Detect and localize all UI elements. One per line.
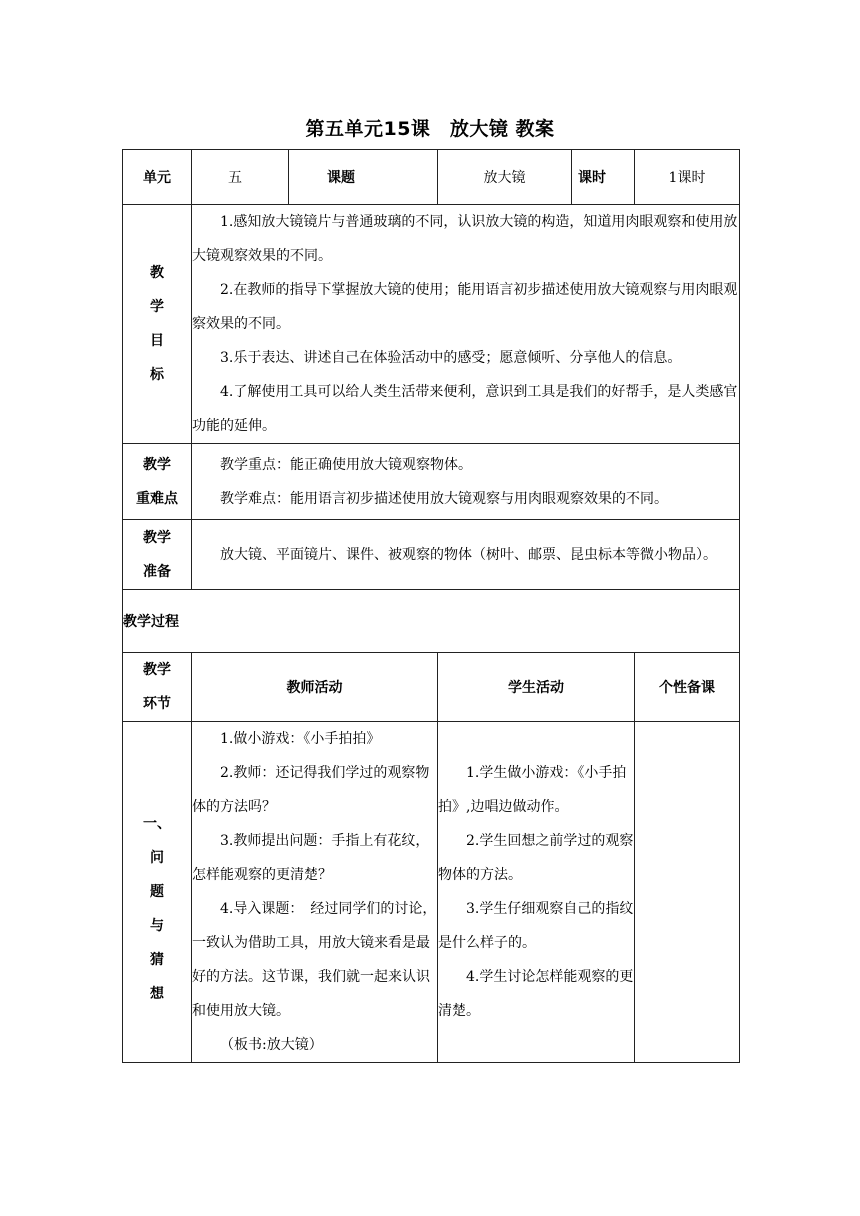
student-item: 3.学生仔细观察自己的指纹是什么样子的。: [438, 901, 634, 951]
unit-label: 单元: [123, 150, 192, 205]
goal-item: 3.乐于表达、讲述自己在体验活动中的感受；愿意倾听、分享他人的信息。: [220, 350, 682, 366]
process-title: 教学过程: [123, 590, 740, 653]
stage1-teacher-activity: [192, 722, 438, 1063]
preparation-label: 教学 准备: [123, 520, 192, 590]
hours-value: 1课时: [635, 150, 740, 205]
topic-label: 课题: [289, 150, 438, 205]
student-item: 2.学生回想之前学过的观察物体的方法。: [438, 833, 634, 883]
hours-label: 课时: [572, 150, 635, 205]
goal-item: 2.在教师的指导下掌握放大镜的使用；能用语言初步描述使用放大镜观察与用肉眼观察效果的不同。: [192, 282, 738, 332]
page-title: 第五单元15课 放大镜 教案: [305, 118, 555, 140]
process-title-row: [123, 590, 740, 653]
teacher-item: 4.导入课题： 经过同学们的讨论，一致认为借助工具，用放大镜来看是最好的方法。这节课，我们就一起来认识和使用放大镜。: [192, 901, 437, 1019]
goals-label: 教 学 目 标: [123, 205, 192, 444]
student-item: 1.学生做小游戏：《小手拍拍》,边唱边做动作。: [438, 765, 627, 815]
stage1-student-activity: [438, 722, 635, 1063]
preparation-content: 放大镜、平面镜片、课件、被观察的物体（树叶、邮票、昆虫标本等微小物品）。: [192, 520, 740, 590]
key-point-item: 教学难点：能用语言初步描述使用放大镜观察与用肉眼观察效果的不同。: [220, 490, 668, 507]
student-activity-header: 学生活动: [438, 653, 635, 722]
teacher-item: 1.做小游戏：《小手拍拍》: [220, 731, 381, 747]
student-item: 4.学生讨论怎样能观察的更清楚。: [438, 969, 634, 1019]
key-point-item: 教学重点：能正确使用放大镜观察物体。: [220, 456, 472, 473]
key-points-label: 教学 重难点: [123, 444, 192, 520]
process-header-row: [123, 653, 740, 722]
teacher-activity-header: 教师活动: [192, 653, 438, 722]
stage-header: 教学 环节: [123, 653, 192, 722]
stage1-label: 一、 问 题 与 猜 想: [123, 722, 192, 1063]
goals-row: [123, 205, 740, 444]
key-points-content: [192, 444, 740, 520]
goal-item: 1.感知放大镜镜片与普通玻璃的不同，认识放大镜的构造，知道用肉眼观察和使用放大镜观察效果的不同。: [192, 214, 738, 264]
stage1-notes: [635, 722, 740, 1063]
teacher-item: （板书:放大镜）: [220, 1037, 323, 1053]
unit-value: 五: [192, 150, 289, 205]
teacher-item: 2.教师：还记得我们学过的观察物体的方法吗？: [192, 765, 430, 815]
topic-value: 放大镜: [438, 150, 572, 205]
stage1-row: [123, 722, 740, 1063]
notes-header: 个性备课: [635, 653, 740, 722]
preparation-row: [123, 520, 740, 590]
goals-content: [192, 205, 740, 444]
teacher-item: 3.教师提出问题：手指上有花纹，怎样能观察的更清楚？: [192, 833, 430, 883]
goal-item: 4.了解使用工具可以给人类生活带来便利，意识到工具是我们的好帮手，是人类感官功能的延伸。: [192, 384, 738, 434]
header-row: [123, 150, 740, 205]
lesson-plan-table: [122, 149, 740, 1063]
key-points-row: [123, 444, 740, 520]
